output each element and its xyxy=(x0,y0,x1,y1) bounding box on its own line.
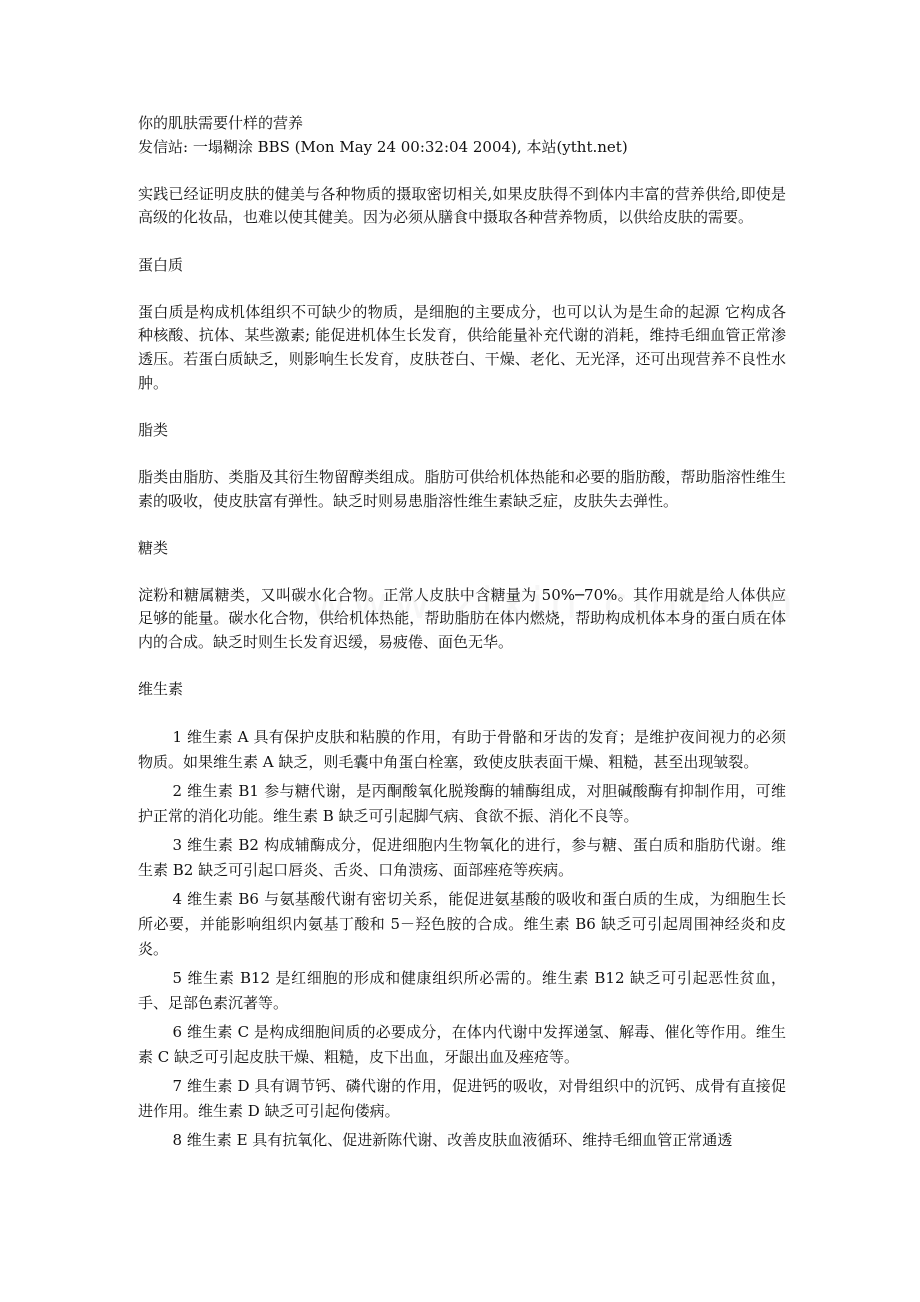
section-heading-vitamins: 维生素 xyxy=(138,680,184,699)
section-body-protein: 蛋白质是构成机体组织不可缺少的物质，是细胞的主要成分，也可以认为是生命的起源 它构成各种核酸、抗体、某些激素; 能促进机体生长发育，供给能量补充代谢的消耗，维持毛细血管正常渗透压。若蛋白质缺乏，则影响生长发育，皮肤苍白、干燥、老化、无光泽，还可出现营养不良性水肿。 xyxy=(138,302,786,392)
section-heading-carbohydrates: 糖类 xyxy=(138,538,169,557)
intro-paragraph: 实践已经证明皮肤的健美与各种物质的摄取密切相关,如果皮肤得不到体内丰富的营养供给,即使是高级的化妆品，也难以使其健美。因为必须从膳食中摄取各种营养物质，以供给皮肤的需要。 xyxy=(138,184,786,227)
section-body-lipids: 脂类由脂肪、类脂及其衍生物留醇类组成。脂肪可供给机体热能和必要的脂肪酸，帮助脂溶性维生素的吸收，使皮肤富有弹性。缺乏时则易患脂溶性维生素缺乏症，皮肤失去弹性。 xyxy=(138,467,786,510)
post-byline: 发信站: 一塌糊涂 BBS (Mon May 24 00:32:04 2004), 本站(ytht.net) xyxy=(138,137,628,156)
section-body-carbohydrates: 淀粉和糖属糖类，又叫碳水化合物。正常人皮肤中含糖量为 50%─70%。其作用就是给人体供应足够的能量。碳水化合物，供给机体热能，帮助脂肪在体内燃烧，帮助构成机体本身的蛋白质在体内的合成。缺乏时则生长发育迟缓，易疲倦、面色无华。 xyxy=(138,585,786,652)
vitamin-item-b12: 5 维生素 B12 是红细胞的形成和健康组织所必需的。维生素 B12 缺乏可引起恶性贫血，手、足部色素沉著等。 xyxy=(138,969,786,1013)
document-title: 你的肌肤需要什样的营养 xyxy=(138,114,304,132)
section-heading-protein: 蛋白质 xyxy=(138,255,184,274)
vitamin-item-e: 8 维生素 E 具有抗氧化、促进新陈代谢、改善皮肤血液循环、维持毛细血管正常通透 xyxy=(172,1131,733,1150)
vitamin-item-c: 6 维生素 C 是构成细胞间质的必要成分，在体内代谢中发挥递氢、解毒、催化等作用。维生素 C 缺乏可引起皮肤干燥、粗糙，皮下出血，牙龈出血及痤疮等。 xyxy=(138,1023,786,1067)
document-body xyxy=(138,112,786,1157)
vitamin-item-d: 7 维生素 D 具有调节钙、磷代谢的作用，促进钙的吸收，对骨组织中的沉钙、成骨有直接促进作用。维生素 D 缺乏可引起佝偻病。 xyxy=(138,1077,786,1121)
vitamin-item-a: 1 维生素 A 具有保护皮肤和粘膜的作用，有助于骨骼和牙齿的发育；是维护夜间视力的必须物质。如果维生素 A 缺乏，则毛囊中角蛋白栓塞，致使皮肤表面干燥、粗糙，甚至出现皱裂。 xyxy=(138,728,786,772)
section-heading-lipids: 脂类 xyxy=(138,420,169,439)
vitamin-item-b1: 2 维生素 B1 参与糖代谢，是丙酮酸氧化脱羧酶的辅酶组成，对胆碱酸酶有抑制作用，可维护正常的消化功能。维生素 B 缺乏可引起脚气病、食欲不振、消化不良等。 xyxy=(138,782,786,826)
vitamin-item-b2: 3 维生素 B2 构成辅酶成分，促进细胞内生物氧化的进行，参与糖、蛋白质和脂肪代谢。维生素 B2 缺乏可引起口唇炎、舌炎、口角溃疡、面部痤疮等疾病。 xyxy=(138,836,786,880)
vitamin-item-b6: 4 维生素 B6 与氨基酸代谢有密切关系，能促进氨基酸的吸收和蛋白质的生成，为细胞生长所必要，并能影响组织内氨基丁酸和 5－羟色胺的合成。维生素 B6 缺乏可引起周围神经炎和皮炎。 xyxy=(138,890,786,959)
